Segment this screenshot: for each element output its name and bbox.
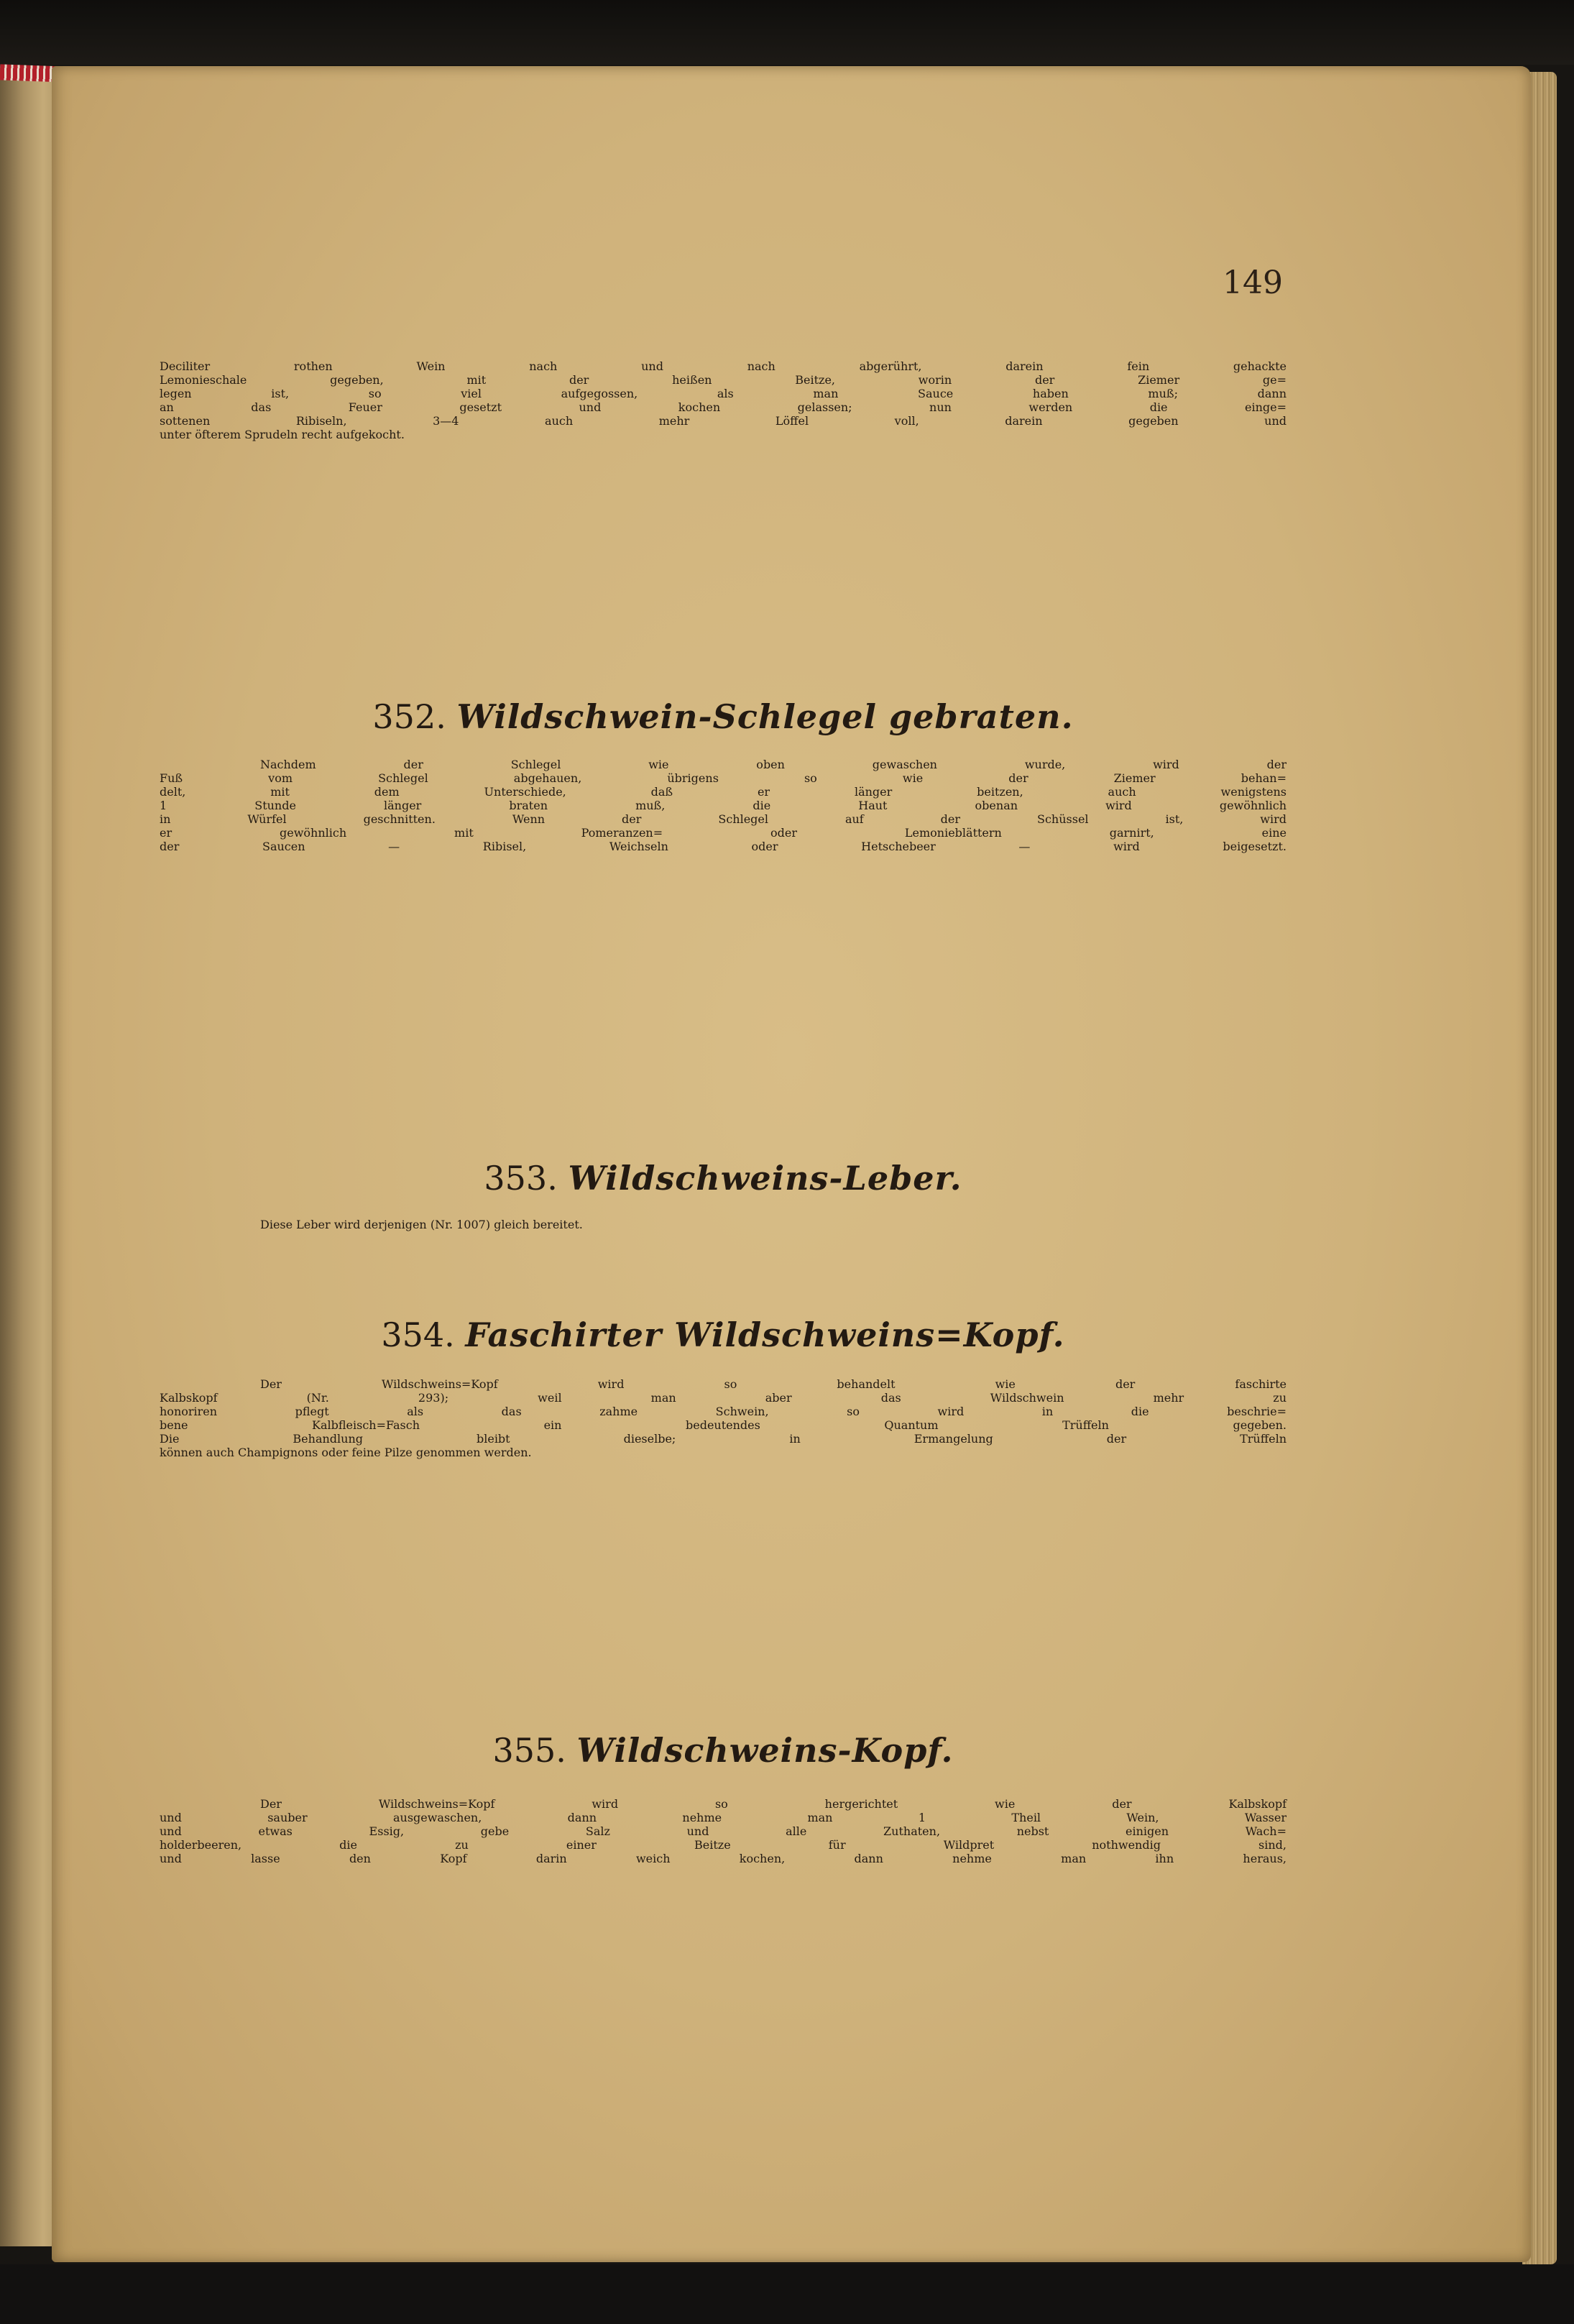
text-line: Deciliter rothen Wein nach und nach abgerührt, darein fein gehackte [160,359,1287,373]
section-heading [160,1153,1287,1203]
section-title: Wildschwein-Schlegel gebraten. [456,697,1074,736]
section-number: 355. [492,1731,566,1770]
section-352 [160,692,1287,742]
text-line: 1 Stunde länger braten muß, die Haut obenan wird gewöhnlich [160,799,1287,812]
page-number: 149 [1223,265,1283,301]
section-heading [160,1310,1287,1360]
text-line: er gewöhnlich mit Pomeranzen= oder Lemonieblättern garnirt, eine [160,826,1287,840]
text-line: und lasse den Kopf darin weich kochen, dann nehme man ihn heraus, [160,1852,1287,1865]
section-355 [160,1725,1287,1776]
section-number: 352. [372,697,446,736]
text-line: Nachdem der Schlegel wie oben gewaschen wurde, wird der [260,758,1287,771]
text-line: Kalbskopf (Nr. 293); weil man aber das Wildschwein mehr zu [160,1391,1287,1405]
section-title: Wildschweins-Leber. [568,1159,962,1198]
section-352-body [160,758,1287,853]
section-number: 354. [381,1315,455,1354]
text-line: an das Feuer gesetzt und kochen gelassen; nun werden die einge= [160,400,1287,414]
section-heading [160,692,1287,742]
section-354-body [160,1377,1287,1459]
section-title: Faschirter Wildschweins=Kopf. [465,1315,1065,1354]
section-number: 353. [484,1159,558,1198]
text-line: delt, mit dem Unterschiede, daß er länger beitzen, auch wenigstens [160,785,1287,799]
text-line: und sauber ausgewaschen, dann nehme man 1 Theil Wein, Wasser [160,1811,1287,1824]
text-line: Die Behandlung bleibt dieselbe; in Ermangelung der Trüffeln [160,1432,1287,1446]
text-line: holderbeeren, die zu einer Beitze für Wildpret nothwendig sind, [160,1838,1287,1852]
section-353 [160,1153,1287,1203]
text-line: Lemonieschale gegeben, mit der heißen Beitze, worin der Ziemer ge= [160,373,1287,387]
text-line: honoriren pflegt als das zahme Schwein, so wird in die beschrie= [160,1405,1287,1418]
text-line: unter öfterem Sprudeln recht aufgekocht. [160,428,405,441]
text-line: Der Wildschweins=Kopf wird so hergerichtet wie der Kalbskopf [260,1797,1287,1811]
section-355-body [160,1797,1287,1865]
scan-background-bottom [0,2264,1574,2324]
intro-paragraph [160,359,1287,441]
section-353-body [160,1218,1287,1231]
text-line: Der Wildschweins=Kopf wird so behandelt wie der faschirte [260,1377,1287,1391]
text-line: und etwas Essig, gebe Salz und alle Zuthaten, nebst einigen Wach= [160,1824,1287,1838]
section-title: Wildschweins-Kopf. [576,1731,954,1770]
text-line: der Saucen — Ribisel, Weichseln oder Hetschebeer — wird beigesetzt. [160,840,1287,853]
scan-background-top [0,0,1574,65]
section-354 [160,1310,1287,1360]
text-line: in Würfel geschnitten. Wenn der Schlegel auf der Schüssel ist, wird [160,812,1287,826]
text-line: Fuß vom Schlegel abgehauen, übrigens so wie der Ziemer behan= [160,771,1287,785]
text-line: Diese Leber wird derjenigen (Nr. 1007) gleich bereitet. [260,1218,583,1231]
left-page-edge [0,68,57,2246]
text-line: legen ist, so viel aufgegossen, als man Sauce haben muß; dann [160,387,1287,400]
text-line: bene Kalbfleisch=Fasch ein bedeutendes Quantum Trüffeln gegeben. [160,1418,1287,1432]
text-line: sottenen Ribiseln, 3—4 auch mehr Löffel voll, darein gegeben und [160,414,1287,428]
section-heading [160,1725,1287,1776]
text-line: können auch Champignons oder feine Pilze genommen werden. [160,1446,532,1459]
